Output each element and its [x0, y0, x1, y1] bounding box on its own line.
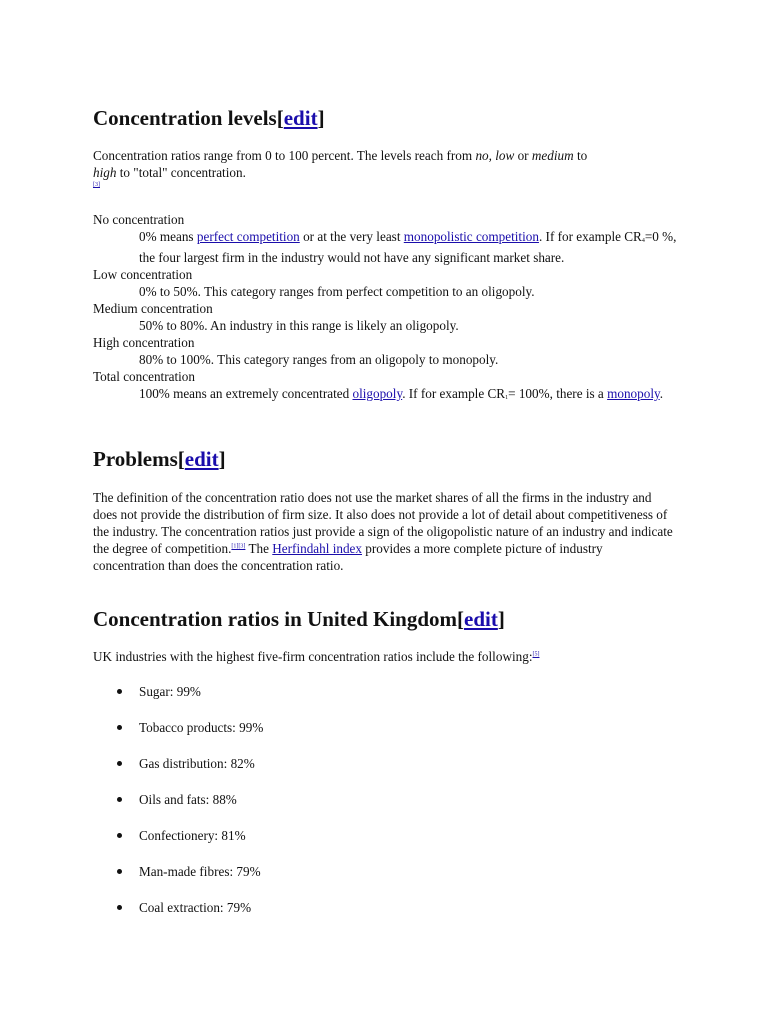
list-item: Sugar: 99%: [93, 683, 263, 719]
edit-link-concentration-levels[interactable]: edit: [283, 106, 318, 130]
term-no-concentration: No concentration: [93, 212, 185, 227]
uk-intro-text: UK industries with the highest five-firm concentration ratios include the following:: [93, 649, 533, 664]
bullet-icon: [117, 797, 122, 802]
def-no-concentration: 0% means perfect competition or at the very least monopolistic competition. If for example $CR_4=0$ %, the four largest firm in the industry would not have any significant market share.: [139, 229, 677, 265]
list-item: Oils and fats: 88%: [93, 791, 263, 827]
link-herfindahl-index[interactable]: Herfindahl index: [272, 541, 362, 556]
bullet-icon: [117, 725, 122, 730]
link-monopoly[interactable]: monopoly: [607, 386, 660, 401]
uk-industries-list: [93, 683, 263, 935]
bullet-icon: [117, 761, 122, 766]
term-total-concentration: Total concentration: [93, 369, 195, 384]
reference-link[interactable]: [1][3]: [231, 543, 246, 550]
intro-or: or: [514, 148, 532, 163]
heading-text: Problems: [93, 447, 178, 471]
bullet-icon: [117, 905, 122, 910]
concentration-definitions: [93, 211, 675, 406]
uk-intro: [93, 648, 675, 665]
list-item: Confectionery: 81%: [93, 827, 263, 863]
heading-problems: Problems[edit]: [93, 447, 226, 471]
link-perfect-competition[interactable]: perfect competition: [196, 229, 300, 244]
bullet-icon: [117, 869, 122, 874]
term-high-concentration: High concentration: [93, 335, 195, 350]
bullet-icon: [117, 833, 122, 838]
list-item: Coal extraction: 79%: [93, 899, 263, 935]
def-medium-concentration: 50% to 80%. An industry in this range is likely an oligopoly.: [139, 318, 459, 333]
heading-uk-concentration: Concentration ratios in United Kingdom[edit]: [93, 607, 505, 631]
intro-to: to: [573, 148, 588, 163]
link-monopolistic-competition[interactable]: monopolistic competition: [403, 229, 539, 244]
problems-text-the: The: [245, 541, 273, 556]
link-oligopoly[interactable]: oligopoly: [352, 386, 403, 401]
intro-no-low: no, low: [475, 148, 515, 163]
problems-paragraph: [93, 489, 675, 574]
list-item: Man-made fibres: 79%: [93, 863, 263, 899]
problems-text: The definition of the concentration ratio does not use the market shares of all the firms in the industry and does not provide the distribution of firm size. It also does not provide a lot of detail about competitiveness of the industry. The concentration ratios just provide a sign of the oligopolistic nature of an industry and indicate the degree of competition.: [93, 490, 673, 556]
list-item: Tobacco products: 99%: [93, 719, 263, 755]
heading-text: Concentration levels: [93, 106, 277, 130]
edit-link-uk[interactable]: edit: [464, 607, 498, 631]
bullet-icon: [117, 689, 122, 694]
intro-text-end: to "total" concentration.: [116, 165, 246, 180]
def-low-concentration: 0% to 50%. This category ranges from perfect competition to an oligopoly.: [139, 284, 535, 299]
reference-link[interactable]: [3]: [93, 182, 100, 188]
intro-high: high: [93, 165, 117, 180]
list-item: Gas distribution: 82%: [93, 755, 263, 791]
term-medium-concentration: Medium concentration: [93, 301, 213, 316]
intro-paragraph: [93, 147, 675, 181]
def-high-concentration: 80% to 100%. This category ranges from an oligopoly to monopoly.: [139, 352, 499, 367]
heading-text: Concentration ratios in United Kingdom: [93, 607, 458, 631]
term-low-concentration: Low concentration: [93, 267, 193, 282]
def-total-concentration: 100% means an extremely concentrated oligopoly. If for example $CR_1= 100\%$, there is a monopoly.: [139, 386, 664, 401]
concentration-intro: [93, 147, 675, 189]
problems-text-end: provides a more complete picture of industry concentration than does the concentration ratio.: [93, 541, 603, 573]
intro-text: Concentration ratios range from 0 to 100 percent. The levels reach from: [93, 148, 476, 163]
heading-concentration-levels: Concentration levels[edit]: [93, 106, 325, 130]
intro-medium: medium: [531, 148, 574, 163]
reference-link[interactable]: [5]: [532, 651, 540, 658]
edit-link-problems[interactable]: edit: [184, 447, 219, 471]
